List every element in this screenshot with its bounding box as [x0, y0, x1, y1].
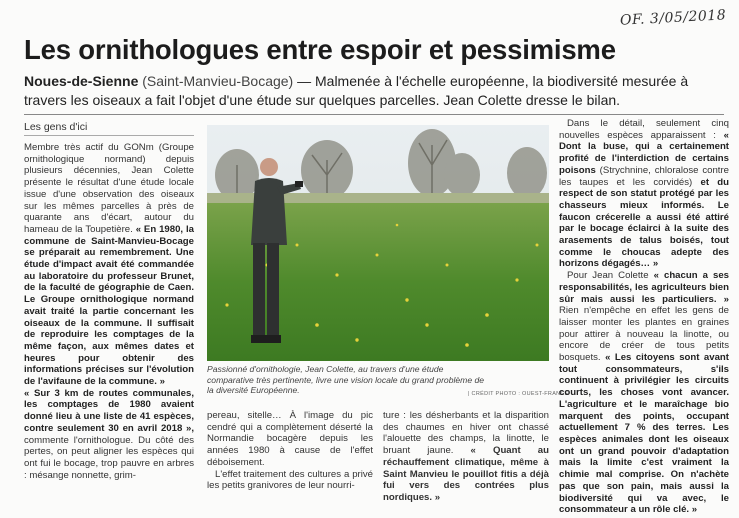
lede-text: — Malmenée à l'échelle européenne, la biodiversité mesurée à travers les oiseaux a fait l'objet d'une étude sur quelques parcelles. Jean Colette dresse le bilan.: [24, 73, 689, 108]
photo-caption: Passionné d'ornithologie, Jean Colette, au travers d'une étude comparative très pertinente, livre une vision locale du grand problème de la diversité Européenne.: [207, 364, 485, 395]
article-lede: [24, 72, 724, 110]
article-headline: Les ornithologues entre espoir et pessimisme: [24, 34, 616, 65]
col3-p2-quote: « chacun a ses responsabilités, les agriculteurs bien sûr mais aussi les particuliers. »: [559, 270, 730, 305]
section-kicker: Les gens d'ici: [24, 121, 194, 136]
col3-p1-quote: « Dont la buse, qui a certainement profité de l'interdiction de certains poisons: [559, 129, 729, 176]
col1-p2-quote: « Sur 3 km de routes communales, les comptages de 1980 avaient donné lieu à une liste de 41 espèces, contre seulement 30 en avril 2018 »,: [24, 387, 194, 434]
column-2b: [383, 410, 549, 504]
photo-credit: | CRÉDIT PHOTO : OUEST-FRANCE: [468, 391, 569, 397]
col2a-paragraph-1: pereau, sitelle… À l'image du pic cendré qui a complètement déserté la Normandie bocagère depuis les années 1980 à cause de l'effet déboisement.: [207, 410, 373, 468]
col3-p1-parenthesis: (Strychnine, chloralose contre les taupes et les corvidés): [559, 164, 729, 188]
header-rule: [24, 114, 724, 115]
col3-p1-quote-2: et du respect de son statut protégé par les chasseurs mieux informés. Le faucon crécerelle a aussi été attiré par le bocage éclairci à la suite des arasements de talus boisés, tout comme le choucas adepte des horizons dégagés… »: [559, 176, 729, 270]
col3-p1-text: Dans le détail, seulement cinq nouvelles espèces apparaissent :: [559, 118, 729, 141]
col3-p2-text-2: Rien n'empêche en effet les gens de laisser monter les plantes en graines pour attirer à nouveau la linotte, ou encore de créer de tous petits bosquets.: [559, 305, 729, 364]
col3-p2-text: Pour Jean Colette: [567, 270, 649, 282]
field-photo-illustration: [207, 125, 549, 361]
col3-paragraph-2: [559, 270, 729, 516]
col2b-p1-quote: « Quant au réchauffement climatique, même à Saint Manvieu le pouillot fitis a déjà fui vers des contrées plus nordiques. »: [383, 445, 549, 503]
col1-p2-text: commente l'ornithologue. Du côté des pertes, on peut aligner les espèces qui ont fui le bocage, trop pauvre en arbres : mésange nonnette, grim-: [24, 434, 194, 481]
col3-paragraph-1: [559, 118, 729, 270]
column-2a: [207, 410, 373, 492]
col1-p1-text: Membre très actif du GONm (Groupe ornithologique normand) depuis plusieurs décennies, Jean Colette présente le résultat d'une étude locale issue d'une observation des oiseaux sur les mêmes parcelles à près de quarante ans d'écart, autour du hameau de la Toupetière.: [24, 142, 194, 235]
article-photo: [207, 125, 549, 361]
handwritten-date-annotation: OF. 3/05/2018: [619, 7, 727, 29]
col1-paragraph-2: [24, 388, 194, 482]
col2b-paragraph-1: [383, 410, 549, 504]
col2b-p1-text: ture : les désherbants et la disparition des chaumes en hiver ont chassé l'alouette des champs, la linotte, le bruant jaune.: [383, 410, 549, 457]
col2a-paragraph-2: L'effet traitement des cultures a privé les petits granivores de leur nourri-: [207, 468, 373, 492]
col1-p1-quote: « En 1980, la commune de Saint-Manvieu-Bocage se préparait au remembrement. Une étude d'impact avait été commandée au laboratoire du professeur Brunet, de la faculté de géographie de Caen. Le Groupe ornithologique normand avait traité la partie concernant les oiseaux de la commune. Il suffisait de reproduire les comptages de la même façon, aux mêmes dates et heures pour obtenir des informations précises sur l'évolution de l'avifaune de la commune. »: [24, 223, 194, 388]
col3-p2-quote-2: « Les citoyens sont avant tout consommateurs, s'ils continuent à privilégier les circuits courts, les choses vont avancer. L'agriculture et le maraîchage bio marquent des points, occupant actuellement 7 % des terres. Les espèces animales dont les oiseaux ont un grand pouvoir d'adaptation mais la limite c'est vraiment la chimie mal comprise. On n'achète pas que son pain, mais aussi la biodiversité qui va avec, le consommateur a un rôle clé. »: [559, 352, 729, 516]
column-1: [24, 142, 194, 481]
lede-subplace: (Saint-Manvieu-Bocage): [142, 73, 294, 89]
col1-paragraph-1: [24, 142, 194, 388]
lede-place: Noues-de-Sienne: [24, 73, 139, 89]
column-3: [559, 118, 729, 516]
